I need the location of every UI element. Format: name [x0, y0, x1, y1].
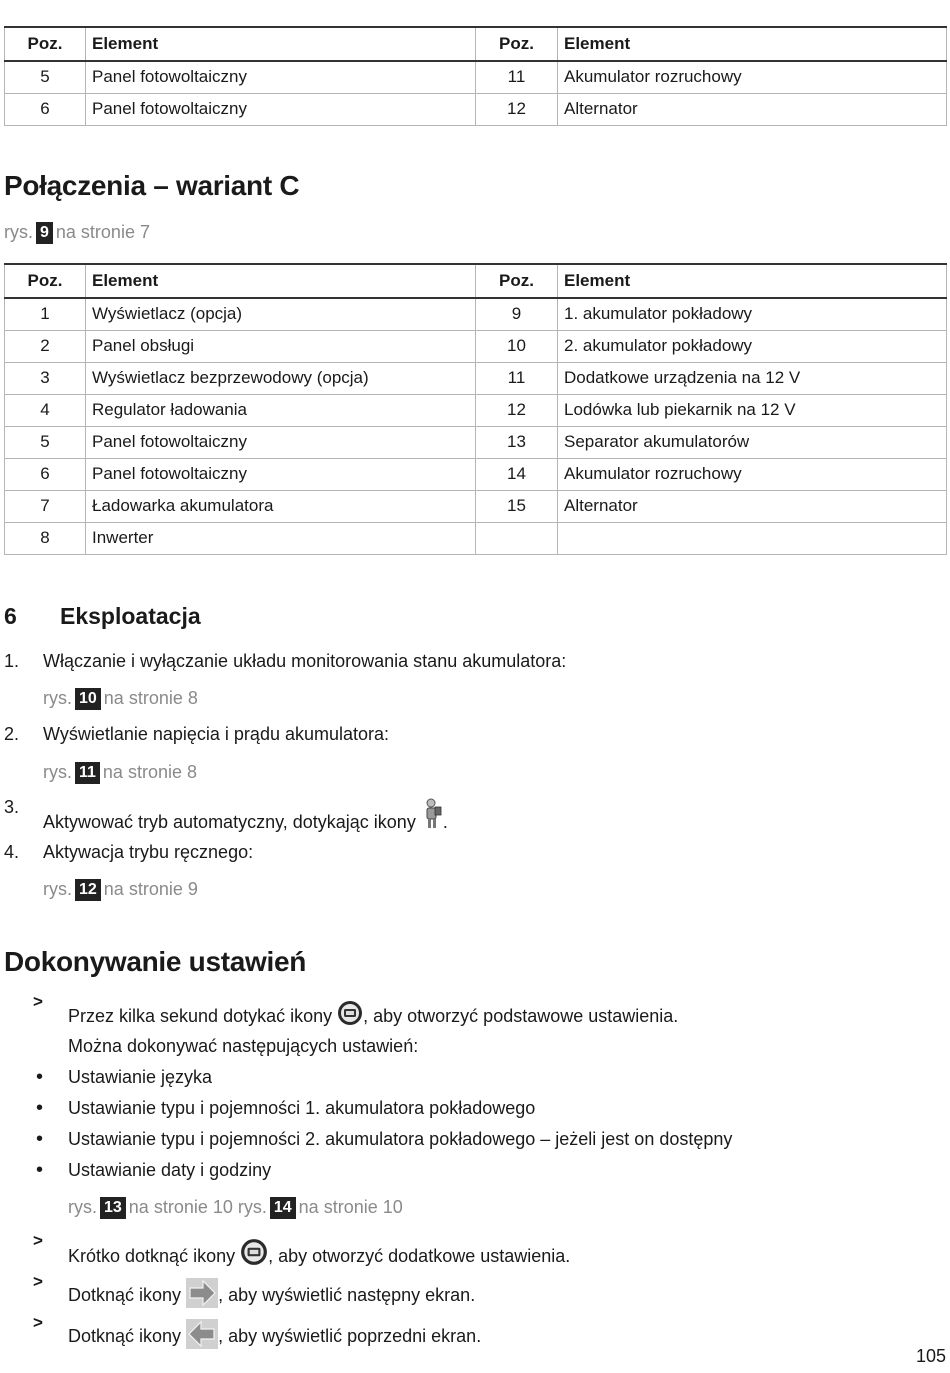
cell-element: [558, 522, 947, 554]
table-body: [5, 298, 947, 554]
cell-element: Alternator: [558, 93, 947, 125]
cell-pos: 6: [5, 93, 86, 125]
person-auto-icon: [421, 798, 443, 835]
figure-reference: [68, 1197, 403, 1219]
settings-round-icon: [337, 1000, 363, 1031]
header-pos: Poz.: [476, 264, 558, 298]
ref-prefix: rys.: [68, 1197, 97, 1217]
header-element: Element: [558, 264, 947, 298]
ref-suffix: na stronie 9: [103, 879, 198, 899]
cell-pos: 11: [476, 61, 558, 93]
bullet-marker: •: [36, 1159, 44, 1181]
cell-pos: 5: [5, 61, 86, 93]
punctuation: .: [442, 812, 448, 832]
ref-prefix: rys.: [43, 688, 72, 708]
table-row: [5, 490, 947, 522]
cell-element: 2. akumulator pokładowy: [558, 330, 947, 362]
ref-mid: na stronie 10 rys.: [128, 1197, 267, 1217]
cell-element: Akumulator rozruchowy: [558, 458, 947, 490]
cell-element: Alternator: [558, 490, 947, 522]
instruction-after: , aby wyświetlić poprzedni ekran.: [218, 1326, 482, 1346]
cell-pos: 9: [476, 298, 558, 330]
header-pos: Poz.: [5, 264, 86, 298]
cell-element: Panel fotowoltaiczny: [86, 61, 476, 93]
instruction-before: Dotknąć ikony: [68, 1326, 182, 1346]
table-row: [5, 298, 947, 330]
cell-element: Ładowarka akumulatora: [86, 490, 476, 522]
table-row: [5, 426, 947, 458]
instruction-text: [68, 1238, 570, 1271]
figure-reference: [43, 688, 198, 710]
ref-suffix: na stronie 8: [103, 688, 198, 708]
cell-element: Regulator ładowania: [86, 394, 476, 426]
figure-badge: 11: [75, 762, 100, 784]
instruction-arrow: >: [33, 1272, 43, 1291]
cell-element: Wyświetlacz (opcja): [86, 298, 476, 330]
cell-element: Panel fotowoltaiczny: [86, 458, 476, 490]
instruction-before: Przez kilka sekund dotykać ikony: [68, 1006, 333, 1026]
table-row: [5, 394, 947, 426]
cell-pos: 12: [476, 394, 558, 426]
settings-round-icon: [240, 1238, 268, 1271]
bullet-marker: •: [36, 1066, 44, 1088]
table-row: [5, 93, 947, 125]
ref-prefix: rys.: [43, 762, 72, 782]
header-pos: Poz.: [5, 27, 86, 61]
instruction-arrow: >: [33, 1313, 43, 1332]
step-text: Aktywować tryb automatyczny, dotykając ikony: [43, 812, 416, 832]
step-text: Włączanie i wyłączanie układu monitorowania stanu akumulatora:: [43, 651, 567, 671]
instruction-text: [68, 1278, 475, 1313]
cell-pos: [476, 522, 558, 554]
figure-reference: [43, 879, 198, 901]
section-number: 6: [4, 603, 17, 629]
header-pos: Poz.: [476, 27, 558, 61]
cell-pos: 8: [5, 522, 86, 554]
step-number: 2.: [4, 724, 20, 744]
cell-pos: 15: [476, 490, 558, 522]
instruction-after: , aby wyświetlić następny ekran.: [218, 1285, 476, 1305]
bullet-marker: •: [36, 1128, 44, 1150]
cell-pos: 1: [5, 298, 86, 330]
bullet-marker: •: [36, 1097, 44, 1119]
cell-element: Separator akumulatorów: [558, 426, 947, 458]
cell-pos: 11: [476, 362, 558, 394]
instruction-text: [68, 1000, 678, 1031]
cell-element: Wyświetlacz bezprzewodowy (opcja): [86, 362, 476, 394]
figure-badge: 13: [100, 1197, 126, 1219]
instruction-before: Dotknąć ikony: [68, 1285, 182, 1305]
step-number: 4.: [4, 842, 20, 862]
section-title-variant-c: Połączenia – wariant C: [4, 170, 300, 201]
instruction-after: , aby otworzyć dodatkowe ustawienia.: [268, 1246, 571, 1266]
arrow-right-icon: [186, 1278, 218, 1313]
step-number: 3.: [4, 797, 20, 817]
section-title: Eksploatacja: [60, 603, 201, 629]
figure-reference: [4, 222, 150, 244]
instruction-text: [68, 1319, 481, 1354]
step-number: 1.: [4, 651, 20, 671]
ref-suffix: na stronie 10: [298, 1197, 403, 1217]
step-text: Wyświetlanie napięcia i prądu akumulatora:: [43, 724, 390, 744]
cell-pos: 12: [476, 93, 558, 125]
cell-pos: 5: [5, 426, 86, 458]
table-row: [5, 61, 947, 93]
list-item: Ustawianie daty i godziny: [68, 1160, 272, 1180]
cell-pos: 13: [476, 426, 558, 458]
figure-badge: 12: [75, 879, 101, 901]
list-item: Ustawianie typu i pojemności 2. akumulatora pokładowego – jeżeli jest on dostępny: [68, 1129, 733, 1149]
figure-badge: 10: [75, 688, 101, 710]
cell-element: Panel obsługi: [86, 330, 476, 362]
table-row: [5, 362, 947, 394]
cell-element: 1. akumulator pokładowy: [558, 298, 947, 330]
parts-table-c: [4, 263, 947, 555]
instruction-after: , aby otworzyć podstawowe ustawienia.: [363, 1006, 679, 1026]
cell-element: Akumulator rozruchowy: [558, 61, 947, 93]
cell-element: Lodówka lub piekarnik na 12 V: [558, 394, 947, 426]
figure-reference: [43, 762, 197, 784]
instruction-arrow: >: [33, 1231, 43, 1250]
cell-pos: 3: [5, 362, 86, 394]
ref-prefix: rys.: [4, 222, 33, 242]
section-title-settings: Dokonywanie ustawień: [4, 946, 307, 977]
list-item: Ustawianie typu i pojemności 1. akumulatora pokładowego: [68, 1098, 536, 1118]
cell-pos: 14: [476, 458, 558, 490]
cell-element: Dodatkowe urządzenia na 12 V: [558, 362, 947, 394]
header-element: Element: [86, 264, 476, 298]
intro-text: Można dokonywać następujących ustawień:: [68, 1036, 419, 1056]
ref-suffix: na stronie 8: [102, 762, 197, 782]
table-row: [5, 522, 947, 554]
header-element: Element: [86, 27, 476, 61]
cell-pos: 6: [5, 458, 86, 490]
figure-badge: 14: [270, 1197, 296, 1219]
cell-pos: 7: [5, 490, 86, 522]
ref-suffix: na stronie 7: [55, 222, 150, 242]
step-text: Aktywacja trybu ręcznego:: [43, 842, 254, 862]
cell-element: Panel fotowoltaiczny: [86, 93, 476, 125]
list-item: Ustawianie języka: [68, 1067, 213, 1087]
cell-pos: 10: [476, 330, 558, 362]
cell-element: Inwerter: [86, 522, 476, 554]
instruction-before: Krótko dotknąć ikony: [68, 1246, 236, 1266]
step-text-with-icon: [43, 798, 448, 835]
cell-element: Panel fotowoltaiczny: [86, 426, 476, 458]
arrow-left-icon: [186, 1319, 218, 1354]
header-element: Element: [558, 27, 947, 61]
figure-badge: 9: [36, 222, 53, 244]
parts-table-b: [4, 26, 947, 126]
cell-pos: 2: [5, 330, 86, 362]
cell-pos: 4: [5, 394, 86, 426]
instruction-arrow: >: [33, 992, 43, 1011]
ref-prefix: rys.: [43, 879, 72, 899]
table-row: [5, 330, 947, 362]
table-row: [5, 458, 947, 490]
page-number: 105: [915, 1346, 946, 1366]
